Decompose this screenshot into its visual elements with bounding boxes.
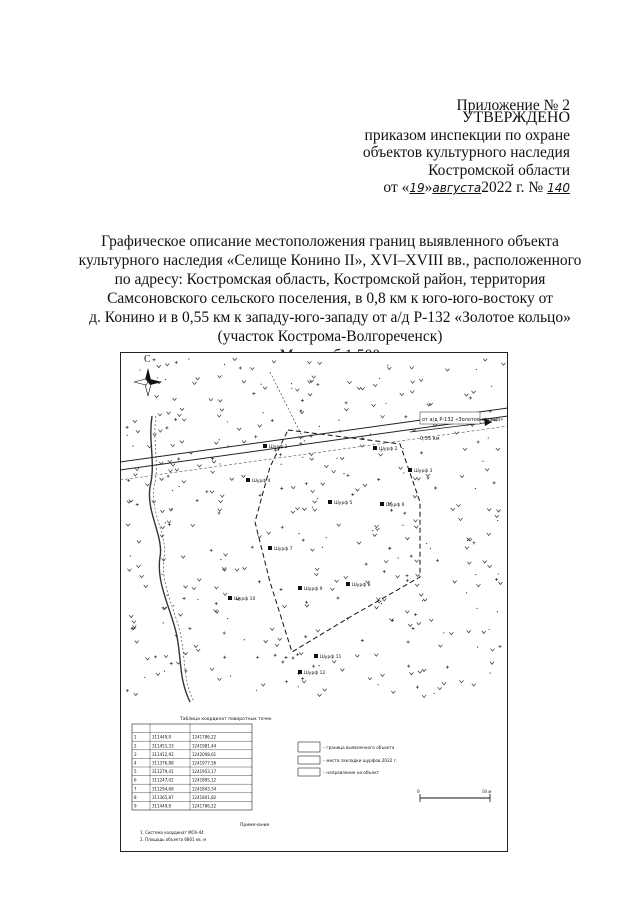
terrain-mark xyxy=(381,603,382,604)
date-day-handwritten: 19 xyxy=(409,181,425,195)
terrain-mark xyxy=(475,488,476,489)
terrain-mark xyxy=(378,684,379,685)
table-cell: 6 xyxy=(134,777,137,783)
notes-title: Примечание xyxy=(240,823,270,828)
test-pit-marker xyxy=(298,670,302,674)
title-line-5: д. Конино и в 0,55 км к западу-юго-западу от а/д Р-132 «Золотое кольцо» xyxy=(89,309,571,326)
date-mid: » xyxy=(424,179,433,196)
document-title xyxy=(60,232,600,365)
terrain-mark xyxy=(220,559,221,560)
terrain-mark xyxy=(403,472,404,473)
terrain-mark xyxy=(179,486,180,487)
test-pit-label: Шурф 4 xyxy=(252,479,271,484)
test-pit-marker xyxy=(328,500,332,504)
terrain-mark xyxy=(298,686,299,687)
terrain-mark xyxy=(188,358,189,359)
order-line-1: приказом инспекции по охране xyxy=(364,127,570,144)
terrain-mark xyxy=(498,573,499,574)
terrain-mark xyxy=(130,556,131,557)
terrain-mark xyxy=(127,435,128,436)
table-cell: 311449,9 xyxy=(152,734,172,740)
table-cell: 311451,33 xyxy=(152,743,174,749)
terrain-mark xyxy=(322,547,323,548)
terrain-mark xyxy=(230,675,231,676)
table-cell: 8 xyxy=(134,794,137,800)
test-pit-label: Шурф 2 xyxy=(379,447,398,452)
terrain-mark xyxy=(430,548,431,549)
distance-label: 0,55 км xyxy=(420,436,440,442)
terrain-mark xyxy=(219,463,220,464)
test-pit-label: Шурф 7 xyxy=(274,547,293,552)
terrain-mark xyxy=(224,364,225,365)
table-cell: 9 xyxy=(134,803,137,809)
terrain-mark xyxy=(298,533,299,534)
legend-item-3: – направление на объект xyxy=(323,770,380,775)
table-cell: 1241977,56 xyxy=(192,760,217,766)
terrain-mark xyxy=(227,618,228,619)
order-number-handwritten: 140 xyxy=(547,181,570,195)
table-cell: 1241981,44 xyxy=(192,743,217,749)
test-pit-marker xyxy=(408,468,412,472)
title-line-4: Самсоновского сельского поселения, в 0,8 км к юго-юго-востоку от xyxy=(107,290,553,307)
terrain-mark xyxy=(164,671,165,672)
terrain-mark xyxy=(403,448,404,449)
table-cell: 2 xyxy=(134,743,137,749)
terrain-mark xyxy=(490,673,491,674)
legend-item-1: – граница выявленного объекта xyxy=(323,745,395,750)
terrain-mark xyxy=(219,439,220,440)
table-cell: 1241786,22 xyxy=(192,734,217,740)
terrain-mark xyxy=(167,595,168,596)
terrain-mark xyxy=(262,412,263,413)
terrain-mark xyxy=(144,677,145,678)
terrain-mark xyxy=(370,433,371,434)
table-cell: 1241895,12 xyxy=(192,777,217,783)
table-cell: 311279,41 xyxy=(152,769,174,775)
terrain-mark xyxy=(317,498,318,499)
test-pit-label: Шурф 3 xyxy=(414,469,433,474)
test-pit-marker xyxy=(228,596,232,600)
terrain-mark xyxy=(173,605,174,606)
order-date-line xyxy=(383,179,570,197)
table-cell: 1241953,17 xyxy=(192,769,217,775)
terrain-mark xyxy=(132,446,133,447)
terrain-mark xyxy=(482,461,483,462)
terrain-mark xyxy=(476,369,477,370)
date-prefix: от « xyxy=(383,179,410,196)
test-pit-marker xyxy=(268,546,272,550)
test-pit-label: Шурф 5 xyxy=(334,501,353,506)
table-cell: 1241801,82 xyxy=(192,794,217,800)
table-cell: 311376,88 xyxy=(152,760,174,766)
terrain-mark xyxy=(467,540,468,541)
test-pit-label: Шурф 11 xyxy=(320,655,342,660)
terrain-mark xyxy=(422,600,423,601)
terrain-mark xyxy=(489,629,490,630)
terrain-mark xyxy=(261,384,262,385)
title-line-2: культурного наследия «Селище Конино II», XVI–XVIII вв., расположенного xyxy=(78,252,582,269)
terrain-mark xyxy=(466,592,467,593)
terrain-mark xyxy=(227,421,228,422)
table-cell: 5 xyxy=(134,769,137,775)
terrain-mark xyxy=(319,426,320,427)
site-plan-map xyxy=(120,352,508,852)
coordinates-table xyxy=(132,716,272,810)
terrain-mark xyxy=(385,403,386,404)
legend-item-2: – места закладки шурфов 2022 г. xyxy=(323,758,398,763)
test-pit-marker xyxy=(263,444,267,448)
terrain-mark xyxy=(165,522,166,523)
terrain-mark xyxy=(476,608,477,609)
table-cell: 7 xyxy=(134,786,137,792)
title-line-1: Графическое описание местоположения границ выявленного объекта xyxy=(101,233,559,250)
terrain-mark xyxy=(387,365,388,366)
note-2: 2. Площадь объекта 6801 кв. м xyxy=(140,837,207,842)
terrain-mark xyxy=(172,490,173,491)
terrain-mark xyxy=(302,457,303,458)
title-line-6: (участок Кострома-Волгореченск) xyxy=(217,328,443,345)
note-1: 1. Система координат МСК-44 xyxy=(140,830,204,835)
terrain-mark xyxy=(165,379,166,380)
date-year: 2022 г. № xyxy=(481,179,544,196)
terrain-mark xyxy=(497,520,498,521)
terrain-mark xyxy=(426,543,427,544)
terrain-mark xyxy=(398,557,399,558)
test-pit-marker xyxy=(380,502,384,506)
terrain-mark xyxy=(433,693,434,694)
table-cell: 1 xyxy=(134,734,137,740)
order-line-3: Костромской области xyxy=(428,162,570,179)
terrain-mark xyxy=(343,473,344,474)
title-line-3: по адресу: Костромская область, Костромской район, территория xyxy=(114,271,546,288)
date-month-handwritten: августа xyxy=(432,181,482,195)
order-line-2: объектов культурного наследия xyxy=(362,144,570,161)
terrain-mark xyxy=(163,622,164,623)
test-pit-label: Шурф 12 xyxy=(304,671,326,676)
terrain-mark xyxy=(256,690,257,691)
scale-zero: 0 xyxy=(417,790,420,795)
terrain-mark xyxy=(402,525,403,526)
terrain-mark xyxy=(197,599,198,600)
terrain-mark xyxy=(281,464,282,465)
terrain-mark xyxy=(491,386,492,387)
north-letter: С xyxy=(144,354,151,365)
table-cell: 3 xyxy=(134,751,137,757)
test-pit-label: Шурф 8 xyxy=(352,583,371,588)
table-title: Таблица координат поворотных точек xyxy=(180,717,272,722)
table-cell: 4 xyxy=(134,760,137,766)
terrain-mark xyxy=(475,574,476,575)
terrain-mark xyxy=(157,377,158,378)
table-cell: 1241786,22 xyxy=(192,803,217,809)
terrain-mark xyxy=(244,639,245,640)
terrain-mark xyxy=(318,665,319,666)
test-pit-marker xyxy=(298,586,302,590)
terrain-mark xyxy=(337,458,338,459)
terrain-mark xyxy=(161,574,162,575)
table-cell: 1241843,34 xyxy=(192,786,217,792)
table-cell: 311412,92 xyxy=(152,751,174,757)
terrain-mark xyxy=(140,369,141,370)
road-label: от а/д Р-132 «Золотое кольцо» xyxy=(422,417,504,423)
appendix-label: Приложение № 2 xyxy=(456,97,570,114)
test-pit-label: Шурф 1 xyxy=(269,445,288,450)
table-cell: 311449,9 xyxy=(152,803,172,809)
terrain-mark xyxy=(443,632,444,633)
terrain-mark xyxy=(291,383,292,384)
terrain-mark xyxy=(326,537,327,538)
test-pit-label: Шурф 9 xyxy=(304,587,323,592)
terrain-mark xyxy=(338,420,339,421)
table-cell: 1242008,61 xyxy=(192,751,217,757)
scale-end: 50 м xyxy=(482,790,492,795)
test-pit-marker xyxy=(346,582,350,586)
terrain-mark xyxy=(497,611,498,612)
terrain-mark xyxy=(372,530,373,531)
test-pit-label: Шурф 10 xyxy=(234,597,256,602)
test-pit-marker xyxy=(314,654,318,658)
approved-heading: УТВЕРЖДЕНО xyxy=(461,109,570,126)
table-cell: 311365,87 xyxy=(152,794,174,800)
terrain-mark xyxy=(477,647,478,648)
test-pit-marker xyxy=(246,478,250,482)
terrain-mark xyxy=(488,437,489,438)
terrain-mark xyxy=(312,507,313,508)
test-pit-label: Шурф 6 xyxy=(386,503,405,508)
terrain-mark xyxy=(291,388,292,389)
table-cell: 311294,68 xyxy=(152,786,174,792)
test-pit-marker xyxy=(373,446,377,450)
terrain-mark xyxy=(379,378,380,379)
table-cell: 311247,02 xyxy=(152,777,174,783)
